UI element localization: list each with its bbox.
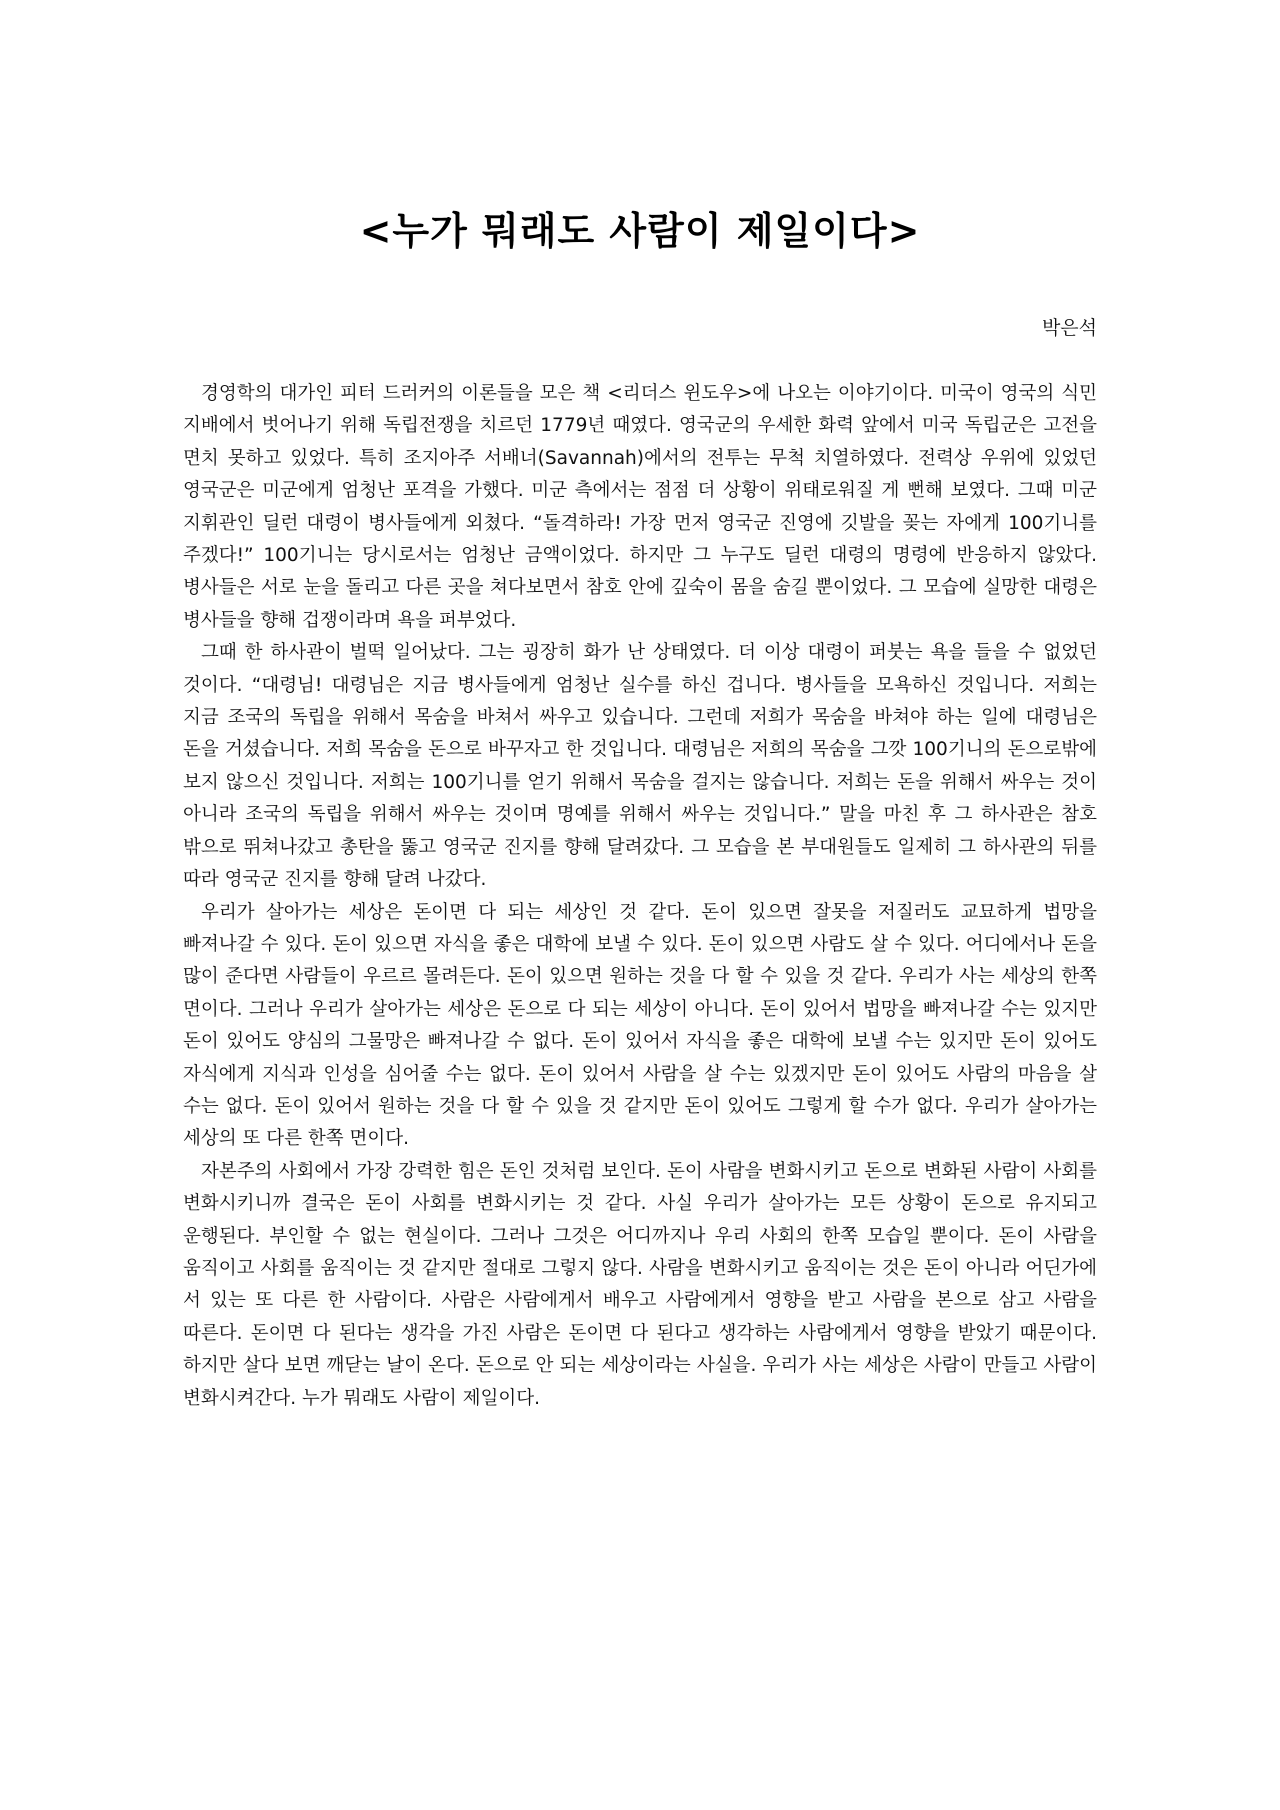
author-name: 박은석 xyxy=(1041,317,1097,339)
document-title: <누가 뭐래도 사람이 제일이다> xyxy=(359,209,921,253)
document-body xyxy=(183,378,1097,1415)
paragraph-2: 그때 한 하사관이 벌떡 일어났다. 그는 굉장히 화가 난 상태였다. 더 이상 대령이 퍼붓는 욕을 들을 수 없었던 것이다. “대령님! 대령님은 지금 병사들에게 엄청난 실수를 하신 겁니다. 병사들을 모욕하신 것입니다. 저희는 지금 조국의 독립을 위해서 목숨을 바쳐서 싸우고 있습니다. 그런데 저희가 목숨을 바쳐야 하는 일에 대령님은 돈을 거셨습니다. 저희 목숨을 돈으로 바꾸자고 한 것입니다. 대령님은 저희의 목숨을 그깟 100기니의 돈으로밖에 보지 않으신 것입니다. 저희는 100기니를 얻기 위해서 목숨을 걸지는 않습니다. 저희는 돈을 위해서 싸우는 것이 아니라 조국의 독립을 위해서 싸우는 것이며 명예를 위해서 싸우는 것입니다.” 말을 마친 후 그 하사관은 참호 밖으로 뛰쳐나갔고 총탄을 뚫고 영국군 진지를 향해 달려갔다. 그 모습을 본 부대원들도 일제히 그 하사관의 뒤를 따라 영국군 진지를 향해 달려 나갔다. xyxy=(183,642,1097,891)
paragraph-4: 자본주의 사회에서 가장 강력한 힘은 돈인 것처럼 보인다. 돈이 사람을 변화시키고 돈으로 변화된 사람이 사회를 변화시키니까 결국은 돈이 사회를 변화시키는 것 같다. 사실 우리가 살아가는 모든 상황이 돈으로 유지되고 운행된다. 부인할 수 없는 현실이다. 그러나 그것은 어디까지나 우리 사회의 한쪽 모습일 뿐이다. 돈이 사람을 움직이고 사회를 움직이는 것 같지만 절대로 그렇지 않다. 사람을 변화시키고 움직이는 것은 돈이 아니라 어딘가에 서 있는 또 다른 한 사람이다. 사람은 사람에게서 배우고 사람에게서 영향을 받고 사람을 본으로 삼고 사람을 따른다. 돈이면 다 된다는 생각을 가진 사람은 돈이면 다 된다고 생각하는 사람에게서 영향을 받았기 때문이다. 하지만 살다 보면 깨닫는 날이 온다. 돈으로 안 되는 세상이라는 사실을. 우리가 사는 세상은 사람이 만들고 사람이 변화시켜간다. 누가 뭐래도 사람이 제일이다. xyxy=(183,1160,1097,1409)
paragraph-1: 경영학의 대가인 피터 드러커의 이론들을 모은 책 <리더스 윈도우>에 나오는 이야기이다. 미국이 영국의 식민 지배에서 벗어나기 위해 독립전쟁을 치르던 1779년 때였다. 영국군의 우세한 화력 앞에서 미국 독립군은 고전을 면치 못하고 있었다. 특히 조지아주 서배너(Savannah)에서의 전투는 무척 치열하였다. 전력상 우위에 있었던 영국군은 미군에게 엄청난 포격을 가했다. 미군 측에서는 점점 더 상황이 위태로워질 게 뻔해 보였다. 그때 미군 지휘관인 딜런 대령이 병사들에게 외쳤다. “돌격하라! 가장 먼저 영국군 진영에 깃발을 꽂는 자에게 100기니를 주겠다!” 100기니는 당시로서는 엄청난 금액이었다. 하지만 그 누구도 딜런 대령의 명령에 반응하지 않았다. 병사들은 서로 눈을 돌리고 다른 곳을 쳐다보면서 참호 안에 깊숙이 몸을 숨길 뿐이었다. 그 모습에 실망한 대령은 병사들을 향해 겁쟁이라며 욕을 퍼부었다. xyxy=(183,383,1097,631)
paragraph-3: 우리가 살아가는 세상은 돈이면 다 되는 세상인 것 같다. 돈이 있으면 잘못을 저질러도 교묘하게 법망을 빠져나갈 수 있다. 돈이 있으면 자식을 좋은 대학에 보낼 수 있다. 돈이 있으면 사람도 살 수 있다. 어디에서나 돈을 많이 준다면 사람들이 우르르 몰려든다. 돈이 있으면 원하는 것을 다 할 수 있을 것 같다. 우리가 사는 세상의 한쪽 면이다. 그러나 우리가 살아가는 세상은 돈으로 다 되는 세상이 아니다. 돈이 있어서 법망을 빠져나갈 수는 있지만 돈이 있어도 양심의 그물망은 빠져나갈 수 없다. 돈이 있어서 자식을 좋은 대학에 보낼 수는 있지만 돈이 있어도 자식에게 지식과 인성을 심어줄 수는 없다. 돈이 있어서 사람을 살 수는 있겠지만 돈이 있어도 사람의 마음을 살 수는 없다. 돈이 있어서 원하는 것을 다 할 수 있을 것 같지만 돈이 있어도 그렇게 할 수가 없다. 우리가 살아가는 세상의 또 다른 한쪽 면이다. xyxy=(183,901,1097,1150)
